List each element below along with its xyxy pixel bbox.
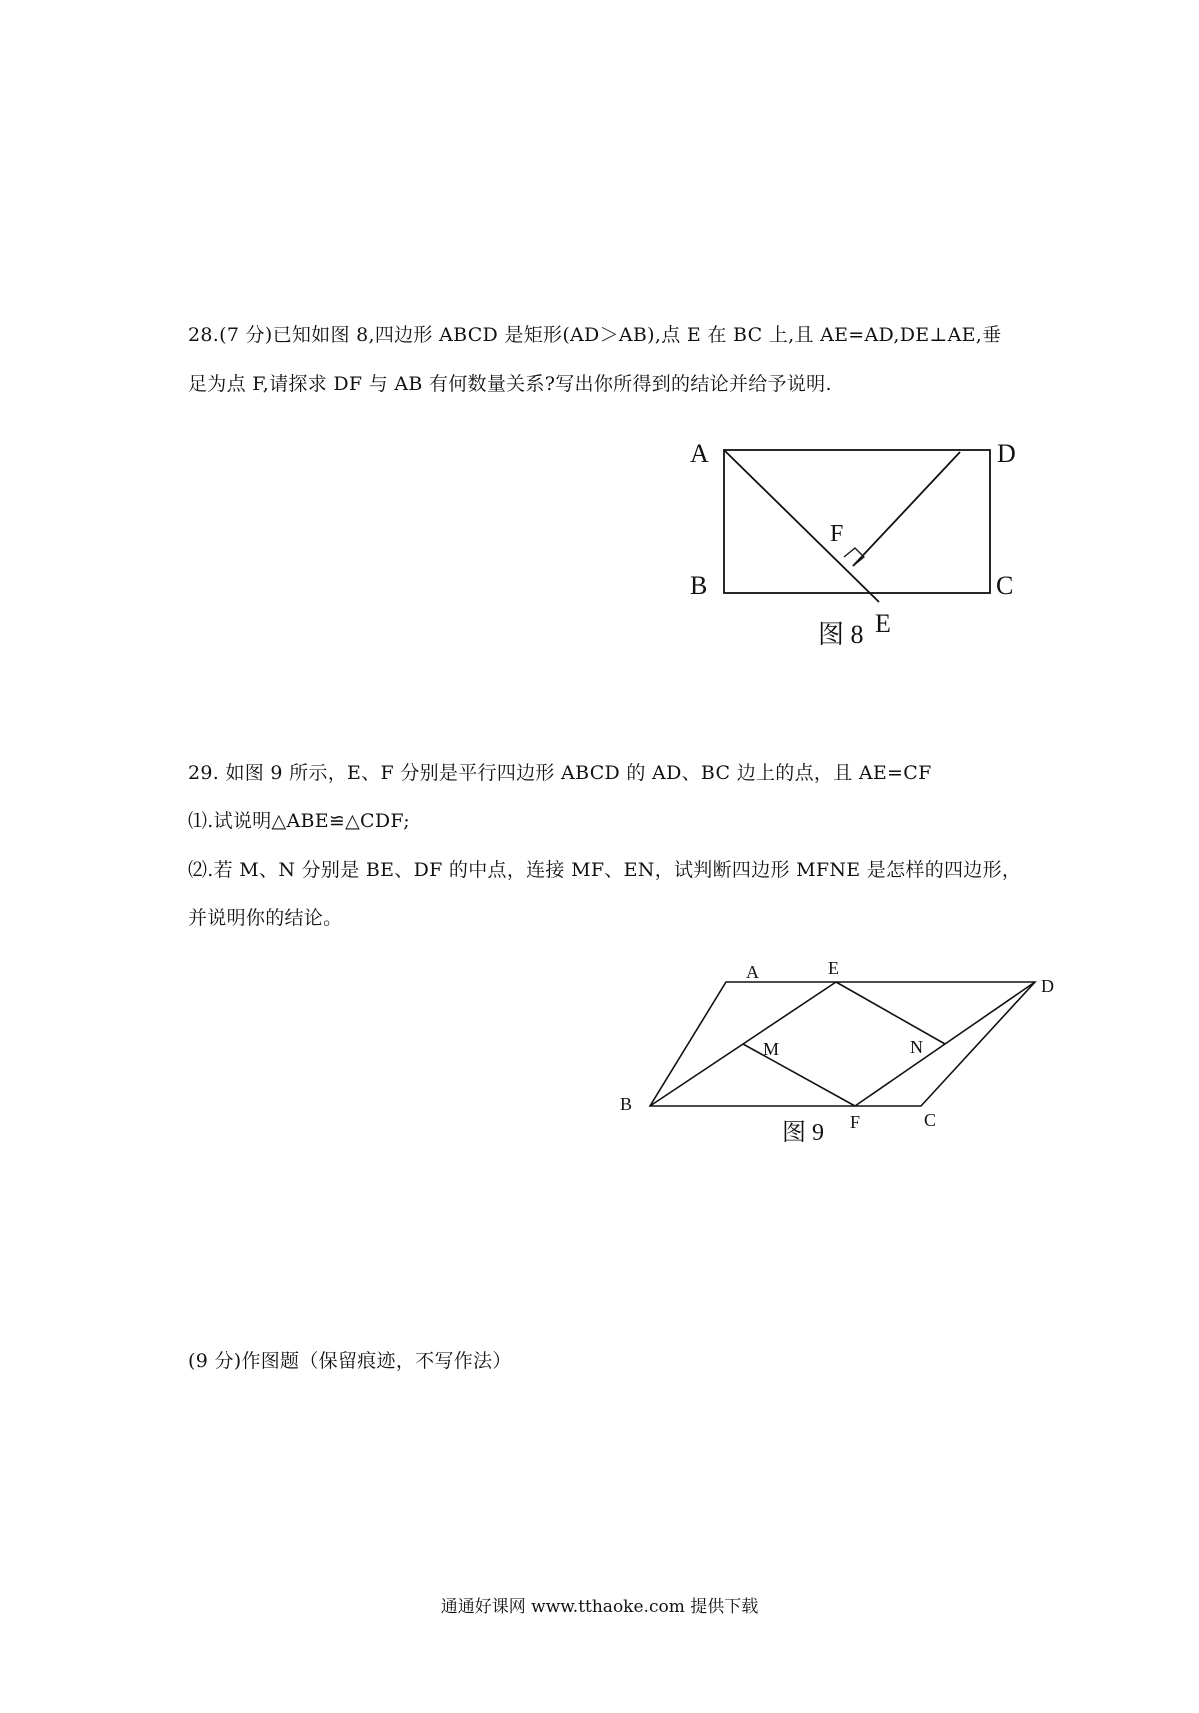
figure-8-caption: 图 8 bbox=[818, 620, 864, 649]
figure-9-label-b: B bbox=[620, 1094, 633, 1114]
segment-en bbox=[836, 982, 945, 1044]
q28-text-line-1: 28.(7 分)已知如图 8,四边形 ABCD 是矩形(AD＞AB),点 E 在 BC 上,且 AE=AD,DE⊥AE,垂 bbox=[188, 324, 1002, 346]
segment-ae bbox=[724, 450, 879, 602]
figure-9-label-n: N bbox=[910, 1037, 923, 1057]
q29-text-line-1: 29. 如图 9 所示，E、F 分别是平行四边形 ABCD 的 AD、BC 边上的点，且 AE=CF bbox=[188, 762, 932, 784]
figure-9-label-f: F bbox=[850, 1112, 861, 1132]
parallelogram-abcd bbox=[650, 982, 1035, 1106]
q30-text-line-1: (9 分)作图题（保留痕迹，不写作法） bbox=[188, 1350, 512, 1372]
figure-9-label-e: E bbox=[828, 958, 839, 978]
figure-9 bbox=[610, 950, 1090, 1170]
segment-df bbox=[853, 452, 960, 566]
figure-8-label-c: C bbox=[996, 571, 1014, 600]
figure-9-label-c: C bbox=[924, 1110, 937, 1130]
figure-9-caption: 图 9 bbox=[782, 1120, 824, 1146]
footer-text: 通通好课网 www.tthaoke.com 提供下载 bbox=[440, 1597, 759, 1617]
figure-9-label-a: A bbox=[746, 962, 759, 982]
figure-8-label-a: A bbox=[690, 440, 709, 468]
q29-text-line-4: 并说明你的结论。 bbox=[188, 907, 343, 929]
figure-8-label-d: D bbox=[997, 440, 1016, 468]
q28-text-line-2: 足为点 F,请探求 DF 与 AB 有何数量关系?写出你所得到的结论并给予说明. bbox=[188, 373, 832, 395]
rectangle-abcd bbox=[724, 450, 990, 593]
q29-text-line-3: ⑵.若 M、N 分别是 BE、DF 的中点，连接 MF、EN，试判断四边形 MFNE 是怎样的四边形， bbox=[188, 859, 1022, 881]
figure-8-label-e: E bbox=[875, 609, 891, 638]
figure-8-label-b: B bbox=[690, 571, 708, 600]
figure-8-label-f: F bbox=[830, 521, 844, 547]
segment-mf bbox=[743, 1044, 855, 1106]
q29-text-line-2: ⑴.试说明△ABE≌△CDF; bbox=[188, 810, 410, 832]
figure-8 bbox=[680, 440, 1040, 660]
figure-9-label-m: M bbox=[763, 1039, 780, 1059]
figure-9-label-d: D bbox=[1041, 976, 1054, 996]
